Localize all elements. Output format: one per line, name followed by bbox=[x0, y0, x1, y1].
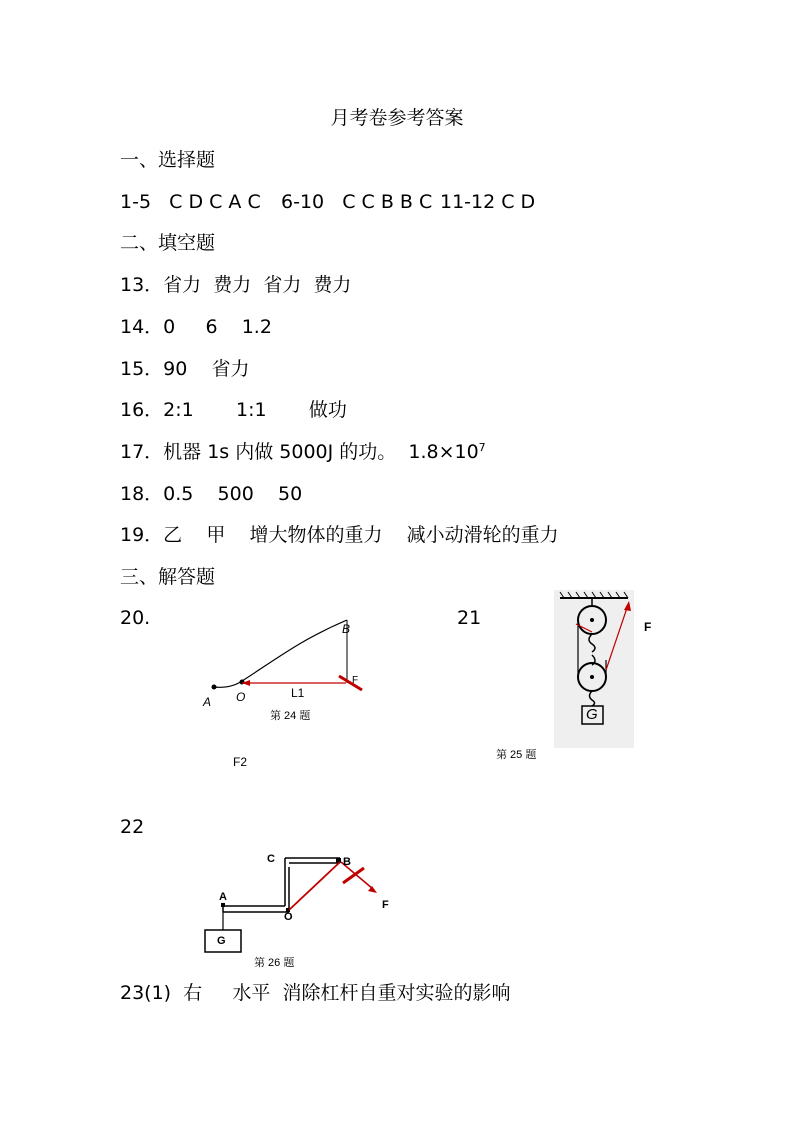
fig21-label-F: F bbox=[644, 620, 652, 634]
fig21-caption: 第 25 题 bbox=[496, 749, 537, 761]
fig22-label-C: C bbox=[267, 853, 275, 865]
section-solve: 三、解答题 bbox=[120, 566, 216, 588]
answer-14: 14．0 6 1.2 bbox=[120, 316, 272, 338]
fig22-number: 22 bbox=[120, 816, 145, 838]
fig20-label-O: O bbox=[236, 690, 246, 704]
section-choice: 一、选择题 bbox=[120, 149, 216, 171]
fig22-caption: 第 26 题 bbox=[254, 957, 295, 969]
answer-23: 23(1) 右 水平 消除杠杆自重对实验的影响 bbox=[120, 982, 511, 1004]
answer-16: 16．2:1 1:1 做功 bbox=[120, 399, 347, 421]
fig22-label-A: A bbox=[219, 891, 227, 903]
answer-13: 13．省力 费力 省力 费力 bbox=[120, 274, 352, 296]
fig20-label-F: F bbox=[352, 675, 359, 686]
answer-15: 15．90 省力 bbox=[120, 358, 250, 380]
fig20-label-B: B bbox=[342, 622, 351, 636]
fig22-label-B: B bbox=[343, 856, 351, 868]
answer-11-12: 11-12 C D bbox=[440, 191, 536, 213]
answer-18: 18．0.5 500 50 bbox=[120, 483, 303, 505]
page-title: 月考卷参考答案 bbox=[330, 107, 464, 129]
answer-17-exponent: 7 bbox=[478, 441, 486, 454]
fig21-label-G: G bbox=[586, 706, 598, 723]
answer-19: 19．乙 甲 增大物体的重力 减小动滑轮的重力 bbox=[120, 524, 559, 546]
fig20-number: 20. bbox=[120, 607, 151, 629]
fig22-label-G: G bbox=[217, 935, 226, 947]
fig20-label-F2: F2 bbox=[233, 755, 248, 769]
fig22-label-O: O bbox=[284, 911, 293, 923]
fig20-caption: 第 24 题 bbox=[270, 710, 311, 722]
answer-1-5: 1-5 C D C A C bbox=[120, 191, 261, 213]
fig20-label-A: A bbox=[203, 695, 212, 709]
fig20-label-L1: L1 bbox=[291, 686, 305, 700]
answer-6-10: 6-10 C C B B C bbox=[281, 191, 433, 213]
fig21-number: 21 bbox=[457, 607, 482, 629]
fig22-label-F: F bbox=[382, 899, 389, 911]
section-fill: 二、填空题 bbox=[120, 232, 216, 254]
answer-17-text: 17．机器 1s 内做 5000J 的功。 1.8×10 bbox=[120, 441, 479, 463]
